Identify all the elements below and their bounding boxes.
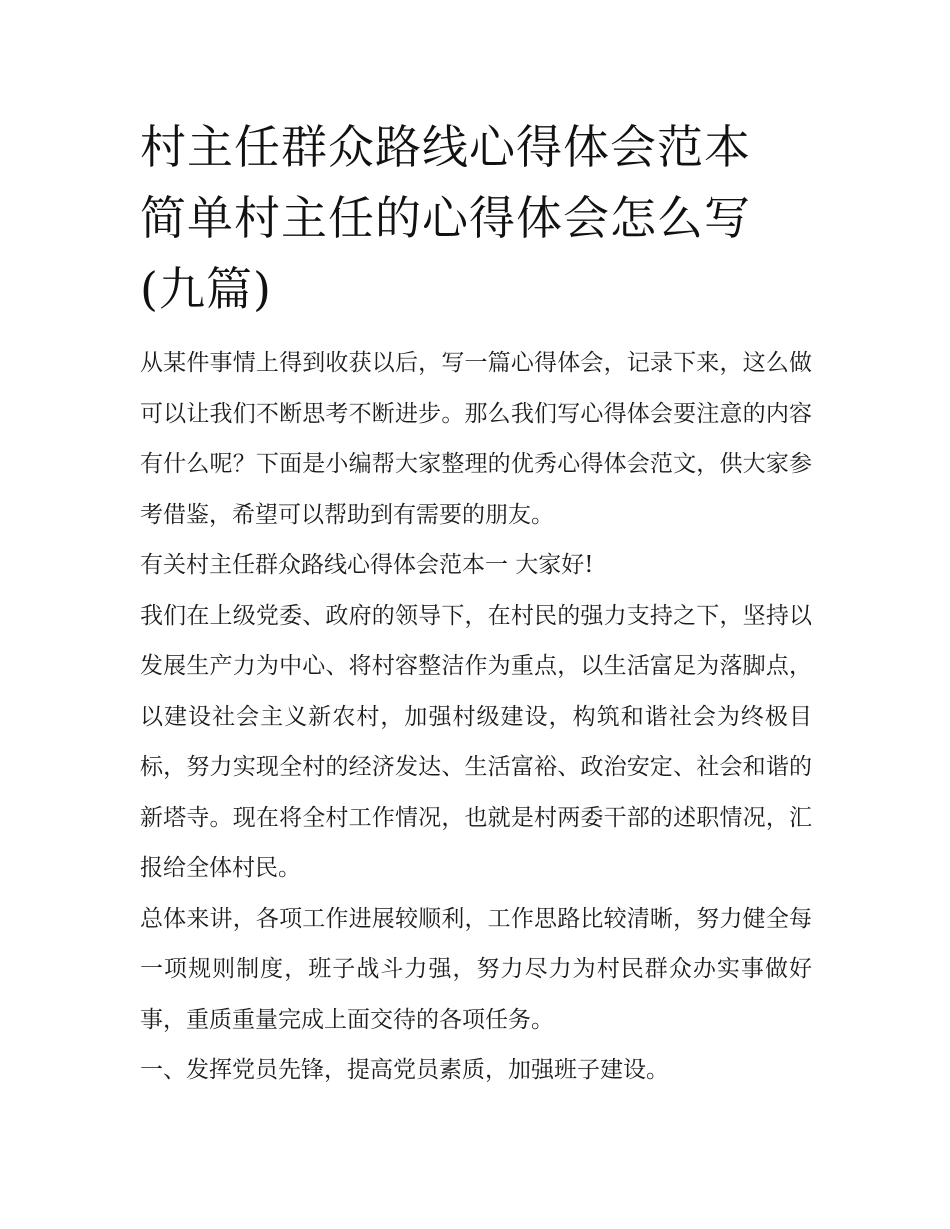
body-paragraph-1: 我们在上级党委、政府的领导下，在村民的强力支持之下，坚持以发展生产力为中心、将村容整洁作为重点，以生活富足为落脚点，以建设社会主义新农村，加强村级建设，构筑和谐社会为终极目标，努力实现全村的经济发达、生活富裕、政治安定、社会和谐的新塔寺。现在将全村工作情况，也就是村两委干部的述职情况，汇报给全体村民。 <box>140 602 812 881</box>
title-line-1: 村主任群众路线心得体会范本 <box>140 120 751 174</box>
document-title <box>140 112 812 325</box>
subsection-heading: 一、发挥党员先锋，提高党员素质，加强班子建设。 <box>140 1057 669 1083</box>
document-page <box>140 112 812 1096</box>
document-body <box>140 338 812 1096</box>
title-line-2: 简单村主任的心得体会怎么写 <box>140 191 751 245</box>
intro-paragraph: 从某件事情上得到收获以后，写一篇心得体会，记录下来，这么做可以让我们不断思考不断进步。那么我们写心得体会要注意的内容有什么呢？下面是小编帮大家整理的优秀心得体会范文，供大家参考借鉴，希望可以帮助到有需要的朋友。 <box>140 350 812 528</box>
title-line-3: (九篇) <box>140 262 272 316</box>
body-paragraph-2: 总体来讲，各项工作进展较顺利，工作思路比较清晰，努力健全每一项规则制度，班子战斗力强，努力尽力为村民群众办实事做好事，重质重量完成上面交待的各项任务。 <box>140 905 812 1033</box>
section-heading-paragraph: 有关村主任群众路线心得体会范本一 大家好! <box>140 552 594 578</box>
